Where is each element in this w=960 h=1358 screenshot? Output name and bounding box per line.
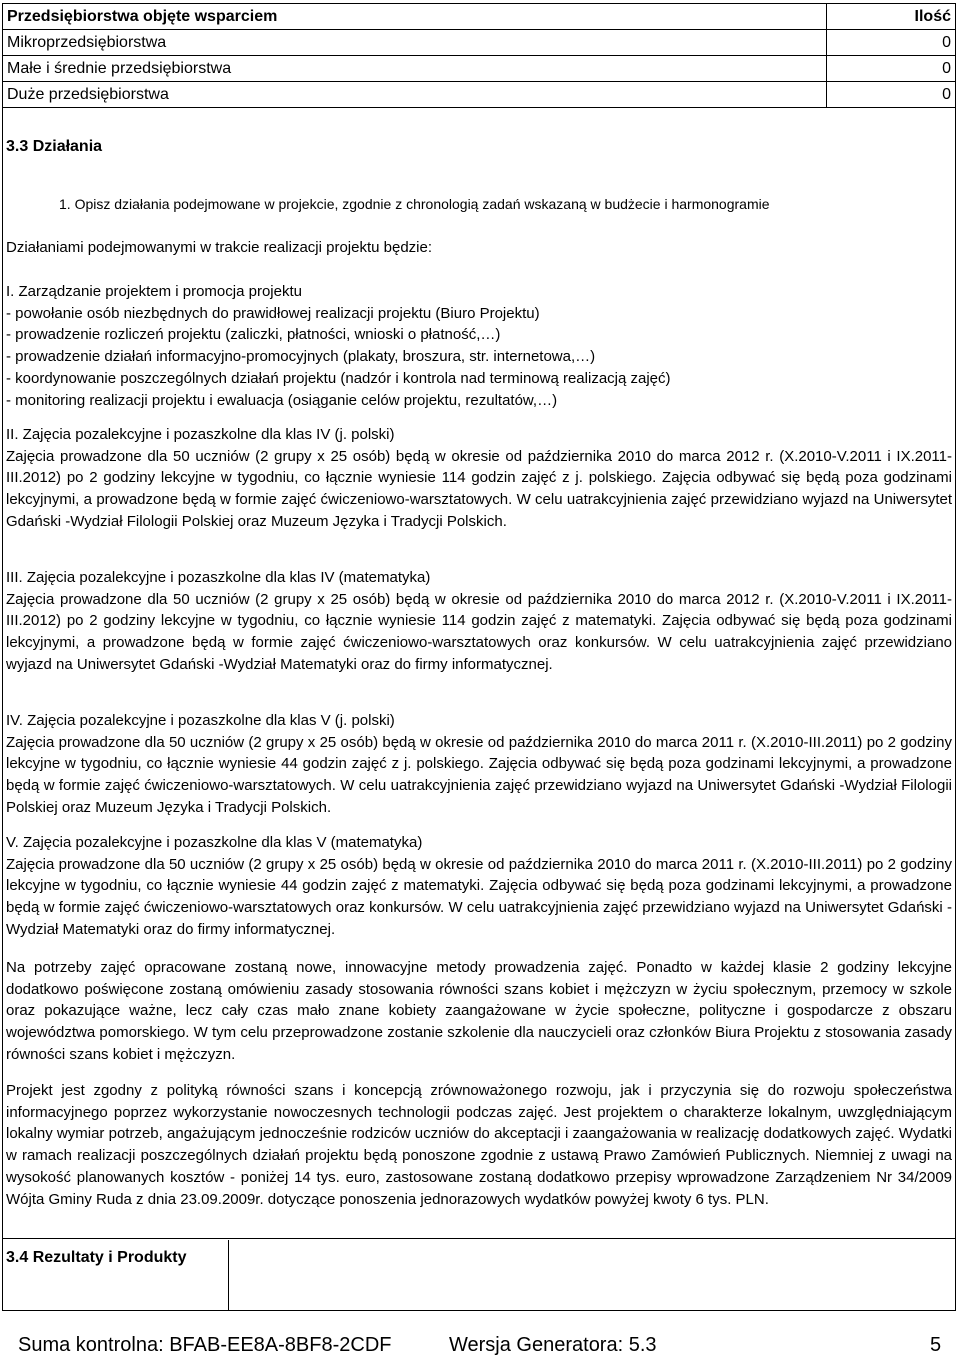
row-label: Mikroprzedsiębiorstwa xyxy=(3,30,827,56)
block-title: I. Zarządzanie projektem i promocja projektu xyxy=(6,283,302,300)
list-item: - powołanie osób niezbędnych do prawidłowej realizacji projektu (Biuro Projektu) xyxy=(6,304,540,322)
footer-checksum: Suma kontrolna: BFAB-EE8A-8BF8-2CDF xyxy=(18,1334,392,1356)
section-divider xyxy=(2,1238,956,1239)
section-heading-3-4: 3.4 Rezultaty i Produkty xyxy=(6,1249,187,1266)
block-polish-v xyxy=(6,710,952,819)
block-math-iv xyxy=(6,567,952,676)
footer-version: Wersja Generatora: 5.3 xyxy=(449,1334,657,1356)
block-text: Zajęcia prowadzone dla 50 uczniów (2 grupy x 25 osób) będą w okresie od października 2010 do marca 2012 r. (X.2010-V.2011 i IX.2011-III.2012) po 2 godziny lekcyjne w tygodniu, co łącznie wyniesie 114 godzin zajęć z matematyki. Zajęcia odbywać się będą poza godzinami lekcyjnymi, a prowadzone będą w formie zajęć ćwiczeniowo-warsztatowych oraz konkursów. W celu uatrakcyjnienia zajęć przewidziano wyjazd na Uniwersytet Gdański -Wydział Matematyki oraz do firmy informatycznej. xyxy=(6,590,952,673)
list-item: - monitoring realizacji projektu i ewaluacja (osiąganie celów projektu, rezultatów,…) xyxy=(6,391,558,409)
table-header-row xyxy=(3,4,956,30)
table-header-label: Przedsiębiorstwa objęte wsparciem xyxy=(3,4,827,30)
block-math-v xyxy=(6,832,952,941)
row-label: Małe i średnie przedsiębiorstwa xyxy=(3,56,827,82)
block-text: Zajęcia prowadzone dla 50 uczniów (2 grupy x 25 osób) będą w okresie od października 2010 do marca 2012 r. (X.2010-V.2011 i IX.2011-III.2012) po 2 godziny lekcyjne w tygodniu, co łącznie wyniesie 114 godzin zajęć z j. polskiego. Zajęcia odbywać się będą poza godzinami lekcyjnymi, a prowadzone będą w formie zajęć ćwiczeniowo-warsztatowych. W celu uatrakcyjnienia zajęć przewidziano wyjazd na Uniwersytet Gdański -Wydział Filologii Polskiej oraz Muzeum Języka i Tradycji Polskich. xyxy=(6,447,952,530)
block-text: Zajęcia prowadzone dla 50 uczniów (2 grupy x 25 osób) będą w okresie od października 2010 do marca 2011 r. (X.2010-III.2011) po 2 godziny lekcyjne w tygodniu, co łącznie wyniesie 44 godzin zajęć z matematyki. Zajęcia odbywać się będą poza godzinami lekcyjnymi, a prowadzone będą w formie zajęć ćwiczeniowo-warsztatowych oraz konkursów. W celu uatrakcyjnienia zajęć przewidziano wyjazd na Uniwersytet Gdański -Wydział Matematyki oraz do firmy informatycznej. xyxy=(6,855,952,938)
block-polish-iv xyxy=(6,424,952,533)
block-title: III. Zajęcia pozalekcyjne i pozaszkolne dla klas IV (matematyka) xyxy=(6,569,431,586)
support-table xyxy=(2,3,956,108)
block-text: Zajęcia prowadzone dla 50 uczniów (2 grupy x 25 osób) będą w okresie od października 2010 do marca 2011 r. (X.2010-III.2011) po 2 godziny lekcyjne w tygodniu, co łącznie wyniesie 44 godzin zajęć z j. polskiego. Zajęcia odbywać się będą poza godzinami lekcyjnymi, a prowadzone będą w formie zajęć ćwiczeniowo-warsztatowych. W celu uatrakcyjnienia zajęć przewidziano wyjazd na Uniwersytet Gdański -Wydział Filologii Polskiej oraz Muzeum Języka i Tradycji Polskich. xyxy=(6,733,952,816)
block-title: IV. Zajęcia pozalekcyjne i pozaszkolne dla klas V (j. polski) xyxy=(6,712,395,729)
list-item: - koordynowanie poszczególnych działań projektu (nadzór i kontrola nad terminową realizacją zajęć) xyxy=(6,369,671,387)
block-management xyxy=(6,281,952,411)
list-item: - prowadzenie działań informacyjno-promocyjnych (plakaty, broszura, str. internetowa,…) xyxy=(6,348,596,366)
question-1: 1. Opisz działania podejmowane w projekcie, zgodnie z chronologią zadań wskazaną w budżecie i harmonogramie xyxy=(59,196,770,212)
table-row xyxy=(3,56,956,82)
row-count: 0 xyxy=(827,56,956,82)
table-row xyxy=(3,30,956,56)
list-item: - prowadzenie rozliczeń projektu (zaliczki, płatności, wnioski o płatność,…) xyxy=(6,326,501,344)
row-count: 0 xyxy=(827,82,956,108)
row-count: 0 xyxy=(827,30,956,56)
block-title: II. Zajęcia pozalekcyjne i pozaszkolne dla klas IV (j. polski) xyxy=(6,426,395,443)
footer-page-number: 5 xyxy=(930,1334,942,1356)
intro-text: Działaniami podejmowanymi w trakcie realizacji projektu będzie: xyxy=(6,239,433,256)
table-header-count: Ilość xyxy=(827,4,956,30)
paragraph-project: Projekt jest zgodny z polityką równości szans i koncepcją zrównoważonego rozwoju, jak i przyczynia się do rozwoju społeczeństwa informacyjnego poprzez wykorzystanie nowoczesnych technologii podczas zajęć. Jest projektem o charakterze lokalnym, uwzględniającym lokalny wymiar potrzeb, angażującym jednocześnie rodziców uczniów do akceptacji i zaangażowania w realizację dodatkowych zajęć. Wydatki w ramach realizacji poszczególnych działań projektu będą ponoszone zgodnie z ustawą Prawo Zamówień Publicznych. Niemniej z uwagi na wysokość planowanych kosztów - poniżej 14 tys. euro, zastosowane zostaną dodatkowo przepisy wprowadzone Zarządzeniem Nr 34/2009 Wójta Gminy Ruda z dnia 23.09.2009r. dotyczące ponoszenia jednorazowych wydatków powyżej kwoty 6 tys. PLN. xyxy=(6,1082,952,1208)
block-title: V. Zajęcia pozalekcyjne i pozaszkolne dla klas V (matematyka) xyxy=(6,834,423,851)
row-label: Duże przedsiębiorstwa xyxy=(3,82,827,108)
paragraph-methods: Na potrzeby zajęć opracowane zostaną nowe, innowacyjne metody prowadzenia zajęć. Ponadto w każdej klasie 2 godziny lekcyjne dodatkowo poświęcone zostaną omówieniu zasady stosowania równości szans kobiet i mężczyzn w życiu społecznym, przemocy w szkole oraz pokazujące ważne, lecz cały czas mało znane kobiety zaangażowane w życie społeczne, polityczne i gospodarcze z obszaru województwa pomorskiego. W tym celu przeprowadzone zostanie szkolenie dla nauczycieli oraz członków Biura Projektu z stosowania zasady równości szans kobiet i mężczyzn. xyxy=(6,959,952,1063)
section-heading-3-3: 3.3 Działania xyxy=(6,138,103,155)
table-row xyxy=(3,82,956,108)
